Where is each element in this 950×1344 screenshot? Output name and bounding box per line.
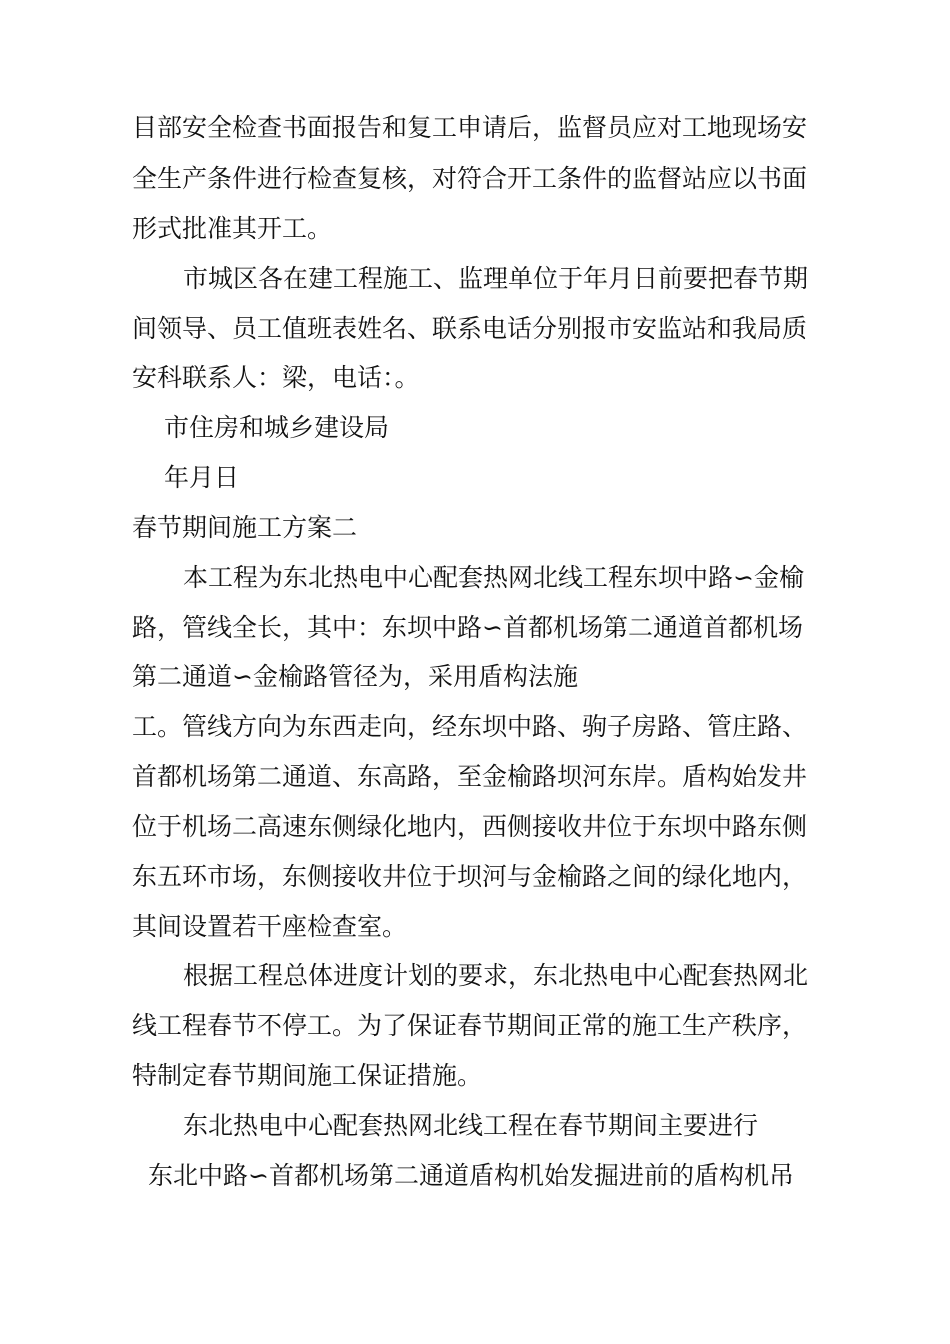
text-line: 安科联系人：梁，电话：。: [132, 363, 420, 392]
text-line: 间领导、员工值班表姓名、联系电话分别报市安监站和我局质: [132, 314, 808, 343]
text-line: 根据工程总体进度计划的要求，东北热电中心配套热网北: [183, 961, 809, 990]
text-line: 目部安全检查书面报告和复工申请后，监督员应对工地现场安: [132, 113, 808, 142]
text-line: 首都机场第二通道、东高路，至金榆路坝河东岸。盾构始发井: [132, 762, 808, 791]
text-line: 特制定春节期间施工保证措施。: [132, 1061, 483, 1090]
text-line: 其间设置若干座检查室。: [132, 912, 408, 941]
text-line: 路，管线全长，其中：东坝中路∽首都机场第二通道首都机场: [132, 613, 803, 642]
text-line: 市城区各在建工程施工、监理单位于年月日前要把春节期: [183, 264, 809, 293]
text-line: 东五环市场，东侧接收井位于坝河与金榆路之间的绿化地内，: [132, 862, 808, 891]
text-line: 本工程为东北热电中心配套热网北线工程东坝中路∽金榆: [183, 563, 804, 592]
text-line: 线工程春节不停工。为了保证春节期间正常的施工生产秩序，: [132, 1011, 808, 1040]
text-line: 工。管线方向为东西走向，经东坝中路、驹子房路、管庄路、: [132, 712, 808, 741]
text-line: 位于机场二高速东侧绿化地内，西侧接收井位于东坝中路东侧: [132, 812, 808, 841]
text-line: 东北热电中心配套热网北线工程在春节期间主要进行: [183, 1111, 759, 1140]
text-line: 全生产条件进行检查复核，对符合开工条件的监督站应以书面: [132, 164, 808, 193]
text-line: 第二通道∽金榆路管径为，采用盾构法施: [132, 662, 578, 691]
signature-date: 年月日: [164, 463, 240, 492]
section-heading: 春节期间施工方案二: [132, 513, 358, 542]
text-line: 东北中路∽首都机场第二通道盾构机始发掘进前的盾构机吊: [148, 1161, 794, 1190]
signature-organization: 市住房和城乡建设局: [164, 413, 390, 442]
text-line: 形式批准其开工。: [132, 214, 333, 243]
